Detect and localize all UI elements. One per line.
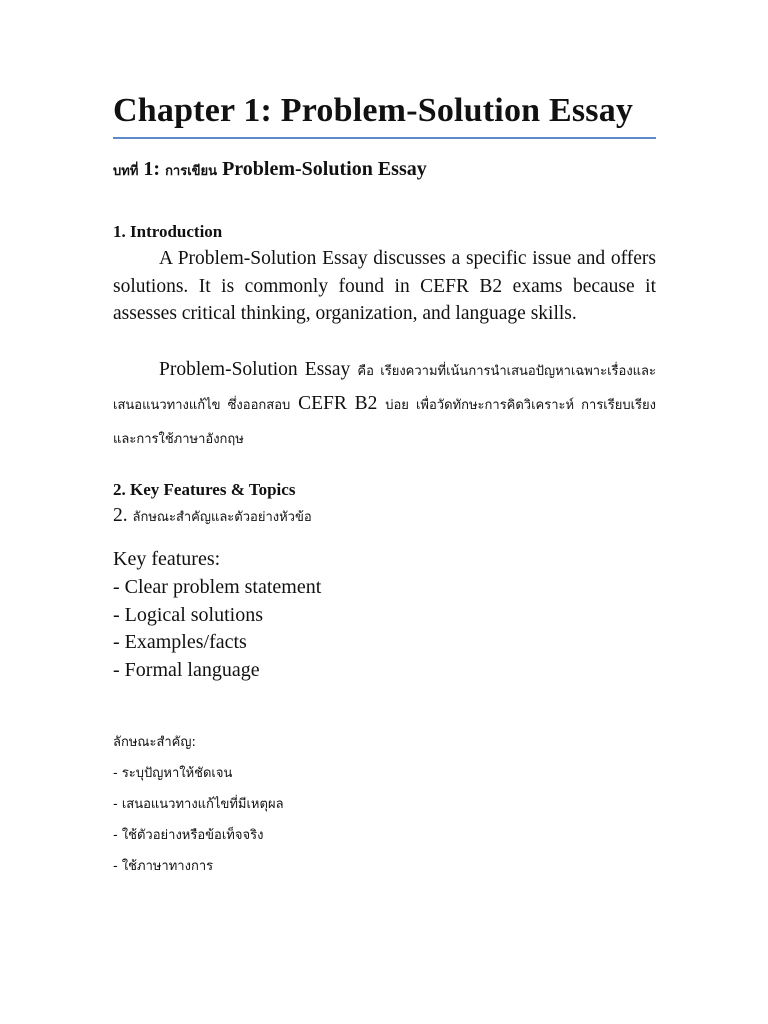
- key-features-thai-title: ลักษณะสำคัญ:: [113, 735, 196, 750]
- key-features-english: [113, 546, 321, 685]
- thai-paragraph-essay-name: Problem-Solution Essay: [159, 359, 351, 380]
- section-heading-introduction: 1. Introduction: [113, 222, 223, 241]
- thai-paragraph-text-1: คือ เรียงความที่เน้นการนำเสนอปัญหาเฉพาะเรื่องและเสนอแนวทางแก้ไข ซึ่งออกสอบ: [113, 364, 656, 413]
- list-item: - Logical solutions: [113, 603, 263, 626]
- list-item: - ใช้ภาษาทางการ: [113, 859, 214, 874]
- list-item: - ระบุปัญหาให้ชัดเจน: [113, 766, 233, 781]
- section-heading-thai-text: ลักษณะสำคัญและตัวอย่างหัวข้อ: [132, 510, 312, 525]
- subtitle-prefix: บทที่: [113, 164, 139, 179]
- list-item: - เสนอแนวทางแก้ไขที่มีเหตุผล: [113, 797, 284, 812]
- intro-paragraph-thai: [113, 354, 656, 456]
- key-features-thai: [113, 732, 284, 887]
- section-heading-key-features: 2. Key Features & Topics: [113, 480, 296, 499]
- chapter-title: Chapter 1: Problem-Solution Essay: [113, 92, 634, 129]
- subtitle-number: 1:: [143, 158, 161, 180]
- title-underline: [113, 137, 656, 139]
- key-features-title: Key features:: [113, 548, 221, 570]
- list-item: - Clear problem statement: [113, 575, 322, 598]
- thai-paragraph-exam-name: CEFR B2: [298, 393, 378, 414]
- thai-paragraph-text-2: บ่อย เพื่อวัดทักษะการคิดวิเคราะห์ การเรียบเรียง และการใช้ภาษาอังกฤษ: [113, 398, 656, 447]
- section-heading-thai: [113, 505, 312, 527]
- list-item: - ใช้ตัวอย่างหรือข้อเท็จจริง: [113, 828, 264, 843]
- list-item: - Formal language: [113, 659, 260, 682]
- list-item: - Examples/facts: [113, 631, 247, 654]
- section-number: 2.: [113, 505, 128, 526]
- chapter-subtitle: [113, 158, 427, 181]
- subtitle-label: การเขียน: [165, 164, 218, 179]
- subtitle-essay-name: Problem-Solution Essay: [222, 158, 427, 180]
- intro-paragraph-english: A Problem-Solution Essay discusses a specific issue and offers solutions. It is commonly found in CEFR B2 exams because it assesses critical thinking, organization, and language skills.: [113, 248, 656, 324]
